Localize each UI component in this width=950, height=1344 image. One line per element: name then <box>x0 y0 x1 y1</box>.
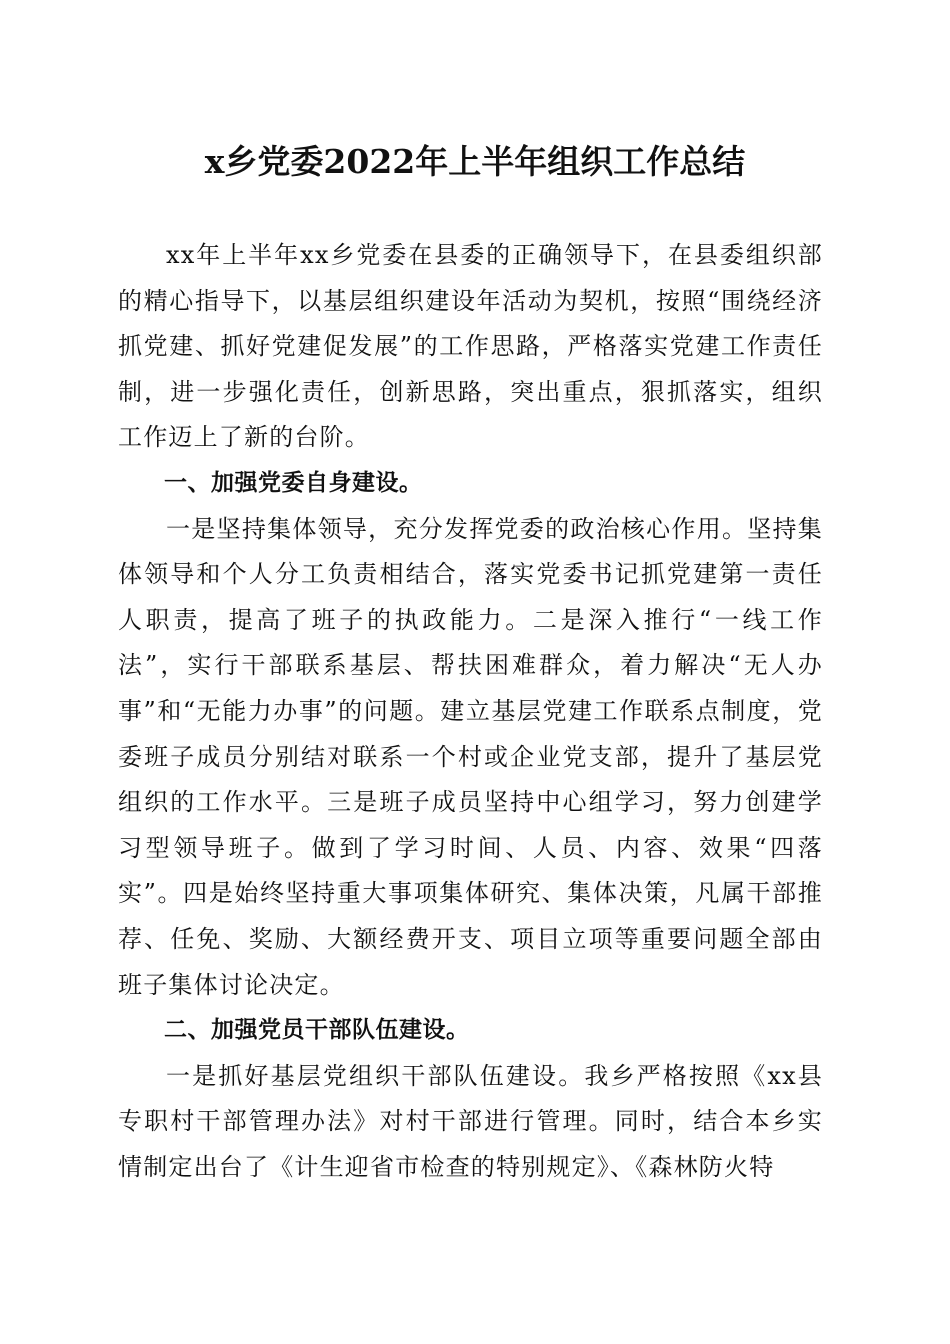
intro-paragraph: xx年上半年xx乡党委在县委的正确领导下，在县委组织部的精心指导下，以基层组织建设年活动为契机，按照“围绕经济抓党建、抓好党建促发展”的工作思路，严格落实党建工作责任制，进一步强化责任，创新思路，突出重点，狠抓落实，组织工作迈上了新的台阶。 <box>118 241 823 452</box>
section-paragraph-1: 一是坚持集体领导，充分发挥党委的政治核心作用。坚持集体领导和个人分工负责相结合，落实党委书记抓党建第一责任人职责，提高了班子的执政能力。二是深入推行“一线工作法”，实行干部联系基层、帮扶困难群众，着力解决“无人办事”和“无能力办事”的问题。建立基层党建工作联系点制度，党委班子成员分别结对联系一个村或企业党支部，提升了基层党组织的工作水平。三是班子成员坚持中心组学习，努力创建学习型领导班子。做到了学习时间、人员、内容、效果“四落实”。四是始终坚持重大事项集体研究、集体决策，凡属干部推荐、任免、奖励、大额经费开支、项目立项等重要问题全部由班子集体讨论决定。 <box>118 514 823 999</box>
document-body <box>118 233 823 1190</box>
section-heading-2: 二、加强党员干部队伍建设。 <box>164 1017 470 1044</box>
section-heading-1: 一、加强党委自身建设。 <box>164 469 423 496</box>
section-paragraph-2: 一是抓好基层党组织干部队伍建设。我乡严格按照《xx县专职村干部管理办法》对村干部进行管理。同时，结合本乡实情制定出台了《计生迎省市检查的特别规定》、《森林防火特 <box>118 1061 823 1181</box>
document-title: x乡党委2022年上半年组织工作总结 <box>204 142 746 181</box>
